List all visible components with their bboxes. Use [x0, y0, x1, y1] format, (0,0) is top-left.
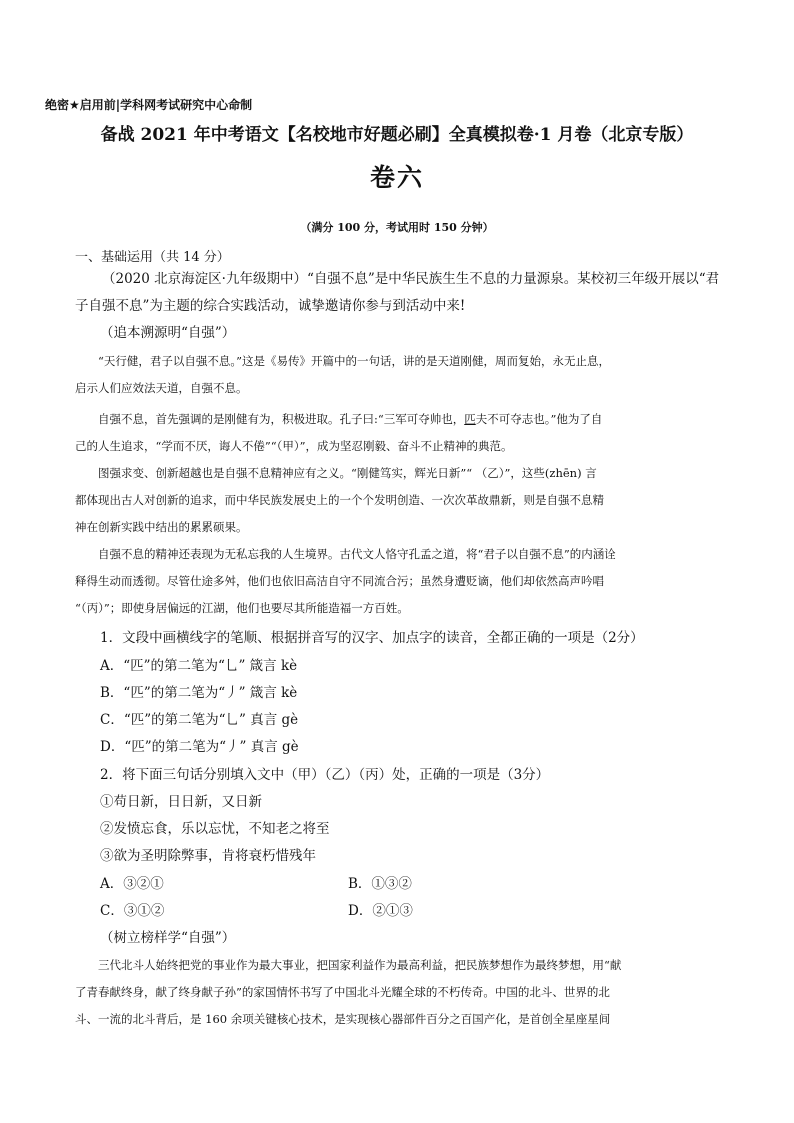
question-1: 1．文段中画横线字的笔顺、根据拼音写的汉字、加点字的读音，全都正确的一项是（2分）: [100, 630, 644, 646]
q2-item-3: ③欲为圣明除弊事，肯将衰朽惜残年: [100, 848, 316, 864]
p2-text-a: 自强不息，首先强调的是刚健有为，积极进取。孔子曰:“三军可夺帅也，: [98, 412, 465, 426]
passage-p4-line3: “（丙）”；即使身居偏远的江湖，他们也要尽其所能造福一方百姓。: [75, 601, 409, 615]
passage-p2-line2: 己的人生追求，“学而不厌，诲人不倦”“（甲）”，成为坚忍刚毅、奋斗不止精神的典范。: [75, 439, 513, 453]
q2-item-2: ②发愤忘食，乐以忘忧，不知老之将至: [100, 821, 330, 837]
question-2: 2．将下面三句话分别填入文中（甲）（乙）（丙）处，正确的一项是（3分）: [100, 767, 550, 783]
passage-p3-line2: 都体现出古人对创新的追求，而中华民族发展史上的一个个发明创造、一次次革故鼎新，则是自强不息精: [75, 493, 604, 507]
intro-line-2: 子自强不息”为主题的综合实践活动，诚挚邀请你参与到活动中来!: [75, 298, 466, 314]
q1-option-b: B．“匹”的第二笔为“丿” 箴言 kè: [100, 685, 298, 701]
q2-option-d: D．②①③: [348, 903, 413, 919]
passage-p1-line2: 启示人们应效法天道，自强不息。: [75, 381, 248, 395]
passage-p1-line1: “天行健，君子以自强不息。”这是《易传》开篇中的一句话，讲的是天道刚健，周而复始，永无止息，: [98, 354, 611, 368]
exam-title: 备战 2021 年中考语文【名校地市好题必刷】全真模拟卷·1 月卷（北京专版）: [100, 125, 694, 145]
passage-p5-line1: 三代北斗人始终把党的事业作为最大事业，把国家利益作为最高利益，把民族梦想作为最终梦想，用“献: [98, 958, 622, 972]
passage-p5-line3: 斗、一流的北斗背后，是 160 余项关键核心技术，是实现核心器部件百分之百国产化，是首创全星座星间: [75, 1012, 611, 1026]
q1-option-d: D．“匹”的第二笔为“丿” 真言 gè: [100, 739, 299, 755]
score-note: （满分 100 分，考试用时 150 分钟）: [300, 221, 494, 234]
q1-option-a: A．“匹”的第二笔为“乚” 箴言 kè: [100, 658, 298, 674]
subheading-origin: （追本溯源明“自强”）: [100, 325, 236, 341]
passage-p4-line2: 释得生动而透彻。尽管仕途多舛，他们也依旧高洁自守不同流合污；虽然身遭贬谪，他们却依然高声吟唱: [75, 574, 604, 588]
underlined-char: 匹: [464, 412, 476, 426]
q2-item-1: ①苟日新，日日新，又日新: [100, 794, 262, 810]
passage-p4-line1: 自强不息的精神还表现为无私忘我的人生境界。古代文人恪守孔孟之道，将“君子以自强不息”的内涵诠: [98, 547, 616, 561]
passage-p3-line1: 图强求变、创新超越也是自强不息精神应有之义。“刚健笃实，辉光日新”“ （乙）”，这些(zhēn) 言: [98, 466, 597, 480]
q1-option-c: C．“匹”的第二笔为“乚” 真言 gè: [100, 712, 299, 728]
passage-p5-line2: 了青春献终身，献了终身献子孙”的家国情怀书写了中国北斗光耀全球的不朽传奇。中国的北斗、世界的北: [75, 985, 610, 999]
p2-text-c: 夫不可夺志也。”他为了自: [475, 412, 603, 426]
passage-p3-line3: 神在创新实践中结出的累累硕果。: [75, 520, 248, 534]
q2-option-b: B．①③②: [348, 876, 412, 892]
section-heading: 一、基础运用（共 14 分）: [75, 250, 230, 265]
volume-title: 卷六: [369, 163, 424, 192]
subheading-role-model: （树立榜样学“自强”）: [100, 930, 236, 946]
q2-option-c: C．③①②: [100, 903, 165, 919]
passage-p2-line1: [75, 406, 725, 433]
confidential-header: 绝密★启用前|学科网考试研究中心命制: [45, 98, 253, 112]
intro-line-1: （2020 北京海淀区·九年级期中）“自强不息”是中华民族生生不息的力量源泉。某校初三年级开展以“君: [102, 271, 720, 287]
q2-option-a: A．③②①: [100, 876, 164, 892]
